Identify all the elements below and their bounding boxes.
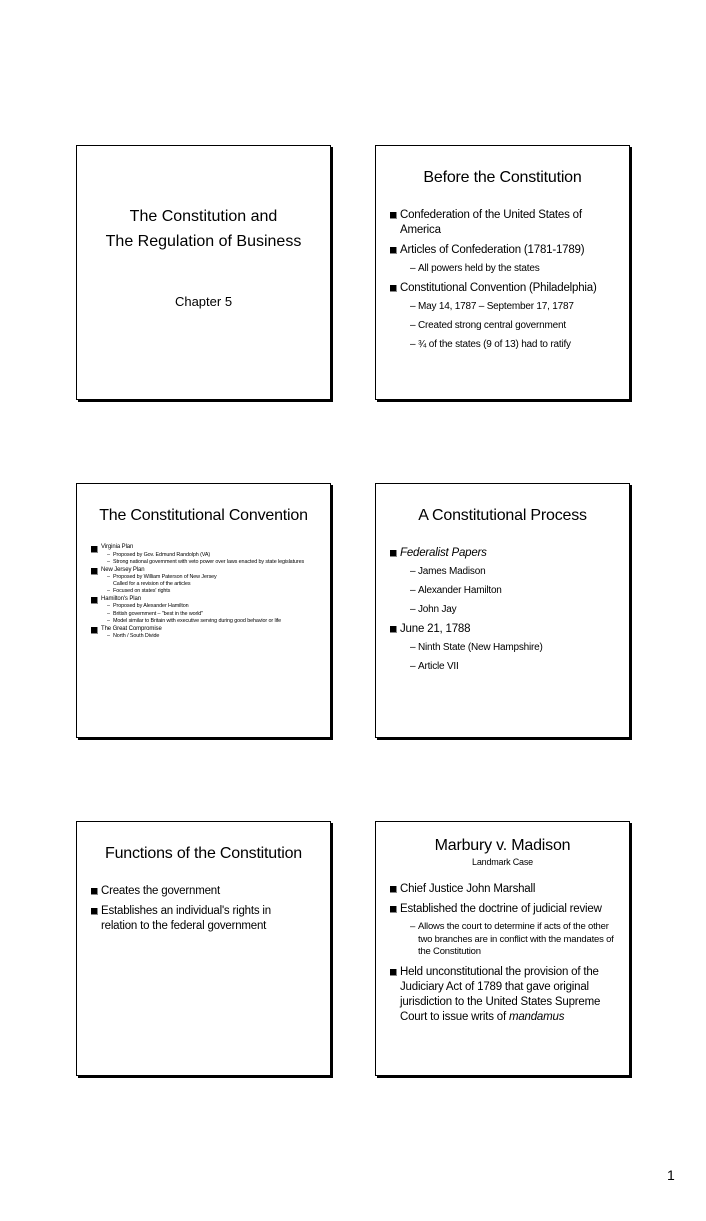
list-item: – Created strong central government (410, 319, 619, 332)
list-item: – Ninth State (New Hampshire) (410, 641, 619, 654)
slide-title-heading: The Constitution and The Regulation of Business (105, 208, 302, 250)
list-item: – Alexander Hamilton (410, 584, 619, 597)
slide-title-subtitle: Chapter 5 (174, 294, 233, 309)
list-item: – Strong national government with veto power over laws enacted by state legislatures (107, 559, 316, 566)
list-item: Federalist Papers – James Madison – Alexander Hamilton – John Jay (390, 546, 619, 616)
slide-heading: Marbury v. Madison Landmark Case (376, 836, 629, 868)
list-item: – Proposed by Alexander Hamilton (107, 603, 316, 610)
list-item: Virginia Plan – Proposed by Gov. Edmund Randolph (VA) – Strong national government with veto power over laws enacted by state legislatures (91, 544, 316, 565)
list-item: – Article VII (410, 660, 619, 673)
slide-heading: The Constitutional Convention (99, 507, 308, 524)
list-item: Articles of Confederation (1781-1789) – All powers held by the states (390, 243, 619, 275)
list-note: Called for a revision of the articles (113, 581, 191, 588)
list-item: – North / South Divide (107, 633, 316, 640)
slide-heading: Functions of the Constitution (105, 845, 302, 862)
list-item: The Great Compromise – North / South Divide (91, 626, 316, 640)
list-item: Established the doctrine of judicial review – Allows the court to determine if acts of the other two branches are in conflict with the mandates of the Constitution (390, 902, 619, 959)
list-item: – All powers held by the states (410, 262, 619, 275)
list-item: – ¾ of the states (9 of 13) had to ratify (410, 338, 619, 351)
slide-subheading: Landmark Case (472, 857, 533, 867)
list-item: Constitutional Convention (Philadelphia) – May 14, 1787 – September 17, 1787 – Created strong central government – ¾ of the states (9 of 13) had to ratify (390, 281, 619, 351)
list-item: Establishes an individual's rights in relation to the federal government (91, 904, 300, 934)
list-item: – British government – "best in the world" (107, 611, 316, 618)
bullet-list (390, 546, 619, 679)
slide-functions-constitution (76, 821, 331, 1076)
list-item: – Allows the court to determine if acts of the other two branches are in conflict with the mandates of the Constitution (410, 921, 619, 959)
list-item: Hamilton's Plan – Proposed by Alexander Hamilton – British government – "best in the world" – Model similar to Britain with executive serving during good behavior or life (91, 596, 316, 624)
list-item: – James Madison (410, 565, 619, 578)
list-item: Creates the government (91, 884, 300, 899)
list-item: Held unconstitutional the provision of the Judiciary Act of 1789 that gave original jurisdiction to the United States Supreme Court to issue writs of mandamus (390, 965, 619, 1025)
list-item: New Jersey Plan – Proposed by William Paterson of New Jersey Called for a revision of the articles – Focused on states' rights (91, 567, 316, 595)
bullet-list (390, 882, 619, 1030)
list-item: – May 14, 1787 – September 17, 1787 (410, 300, 619, 313)
page-number: 1 (667, 1167, 675, 1183)
slide-heading: A Constitutional Process (418, 507, 587, 524)
list-item: – John Jay (410, 603, 619, 616)
bullet-list (390, 208, 619, 357)
list-item: – Proposed by William Paterson of New Jersey (107, 574, 316, 581)
list-item: Chief Justice John Marshall (390, 882, 619, 897)
list-item: – Model similar to Britain with executive serving during good behavior or life (107, 618, 316, 625)
slide-before-constitution (375, 145, 630, 400)
bullet-list (91, 884, 300, 939)
slide-heading: Before the Constitution (423, 169, 582, 186)
slide-marbury-madison (375, 821, 630, 1076)
list-item: June 21, 1788 – Ninth State (New Hampshire) – Article VII (390, 622, 619, 673)
slide-title (76, 145, 331, 400)
list-item: – Proposed by Gov. Edmund Randolph (VA) (107, 552, 316, 559)
slide-constitutional-convention (76, 483, 331, 738)
list-item: – Focused on states' rights (107, 588, 316, 595)
list-item: Confederation of the United States of America (390, 208, 619, 238)
slide-constitutional-process (375, 483, 630, 738)
bullet-list (91, 544, 316, 641)
